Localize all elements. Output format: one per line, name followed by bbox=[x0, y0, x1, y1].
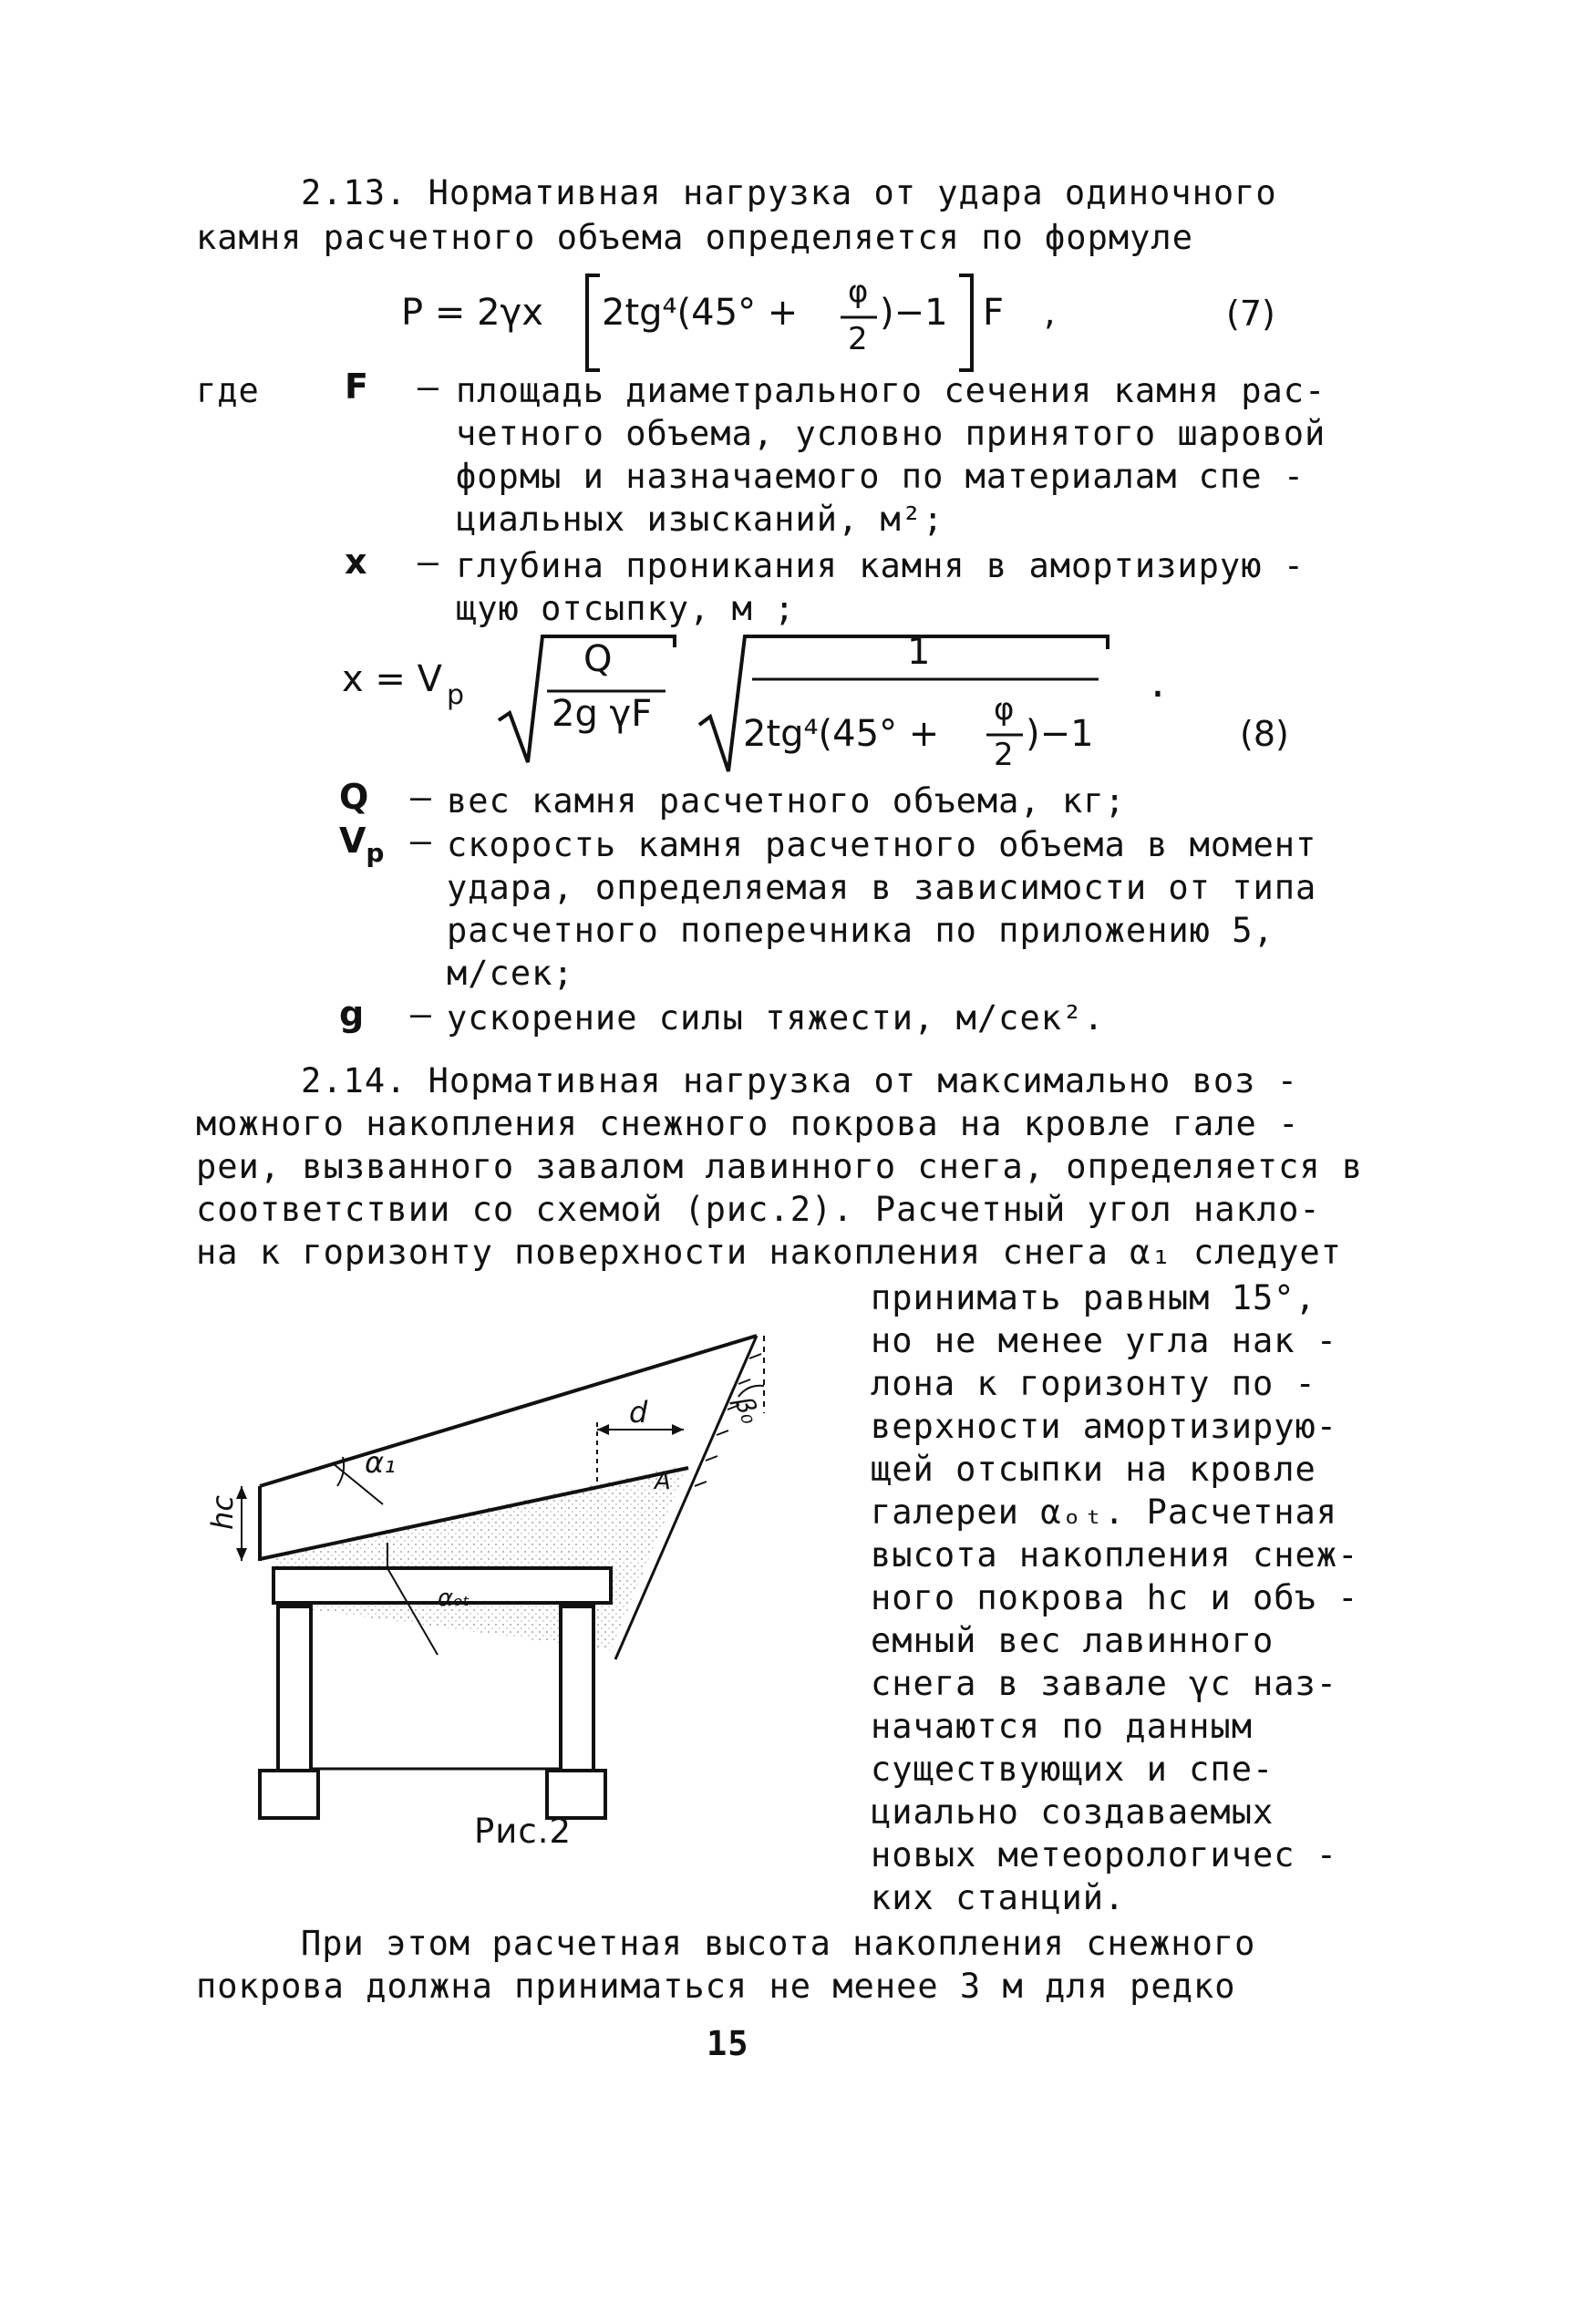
para-2-14-line2: можного накопления снежного покрова на кровле гале - bbox=[196, 1104, 1300, 1143]
formula7-number: (7) bbox=[1226, 294, 1275, 334]
para-2-14-line5: на к горизонту поверхности накопления снега α₁ следует bbox=[196, 1233, 1342, 1272]
formula8-sub-p: p bbox=[447, 679, 465, 711]
F-def-line4: циальных изысканий, м²; bbox=[456, 500, 944, 539]
label-beta0: β₀ bbox=[728, 1392, 767, 1428]
para-2-14-line4: соответствии со схемой (рис.2). Расчетный угол накло- bbox=[196, 1190, 1321, 1229]
formula7-comma: , bbox=[1044, 292, 1056, 334]
col-line-8: ного покрова hc и объ - bbox=[871, 1578, 1359, 1617]
Q-symbol: Q bbox=[339, 777, 369, 817]
label-A: A bbox=[655, 1468, 671, 1495]
V-sub: p bbox=[366, 838, 385, 868]
col-line-14: новых метеорологичес - bbox=[871, 1835, 1338, 1875]
F-def-line1: площадь диаметрального сечения камня рас- bbox=[456, 371, 1326, 410]
x-def-line1: глубина проникания камня в амортизирую - bbox=[456, 546, 1306, 585]
formula7-phi: φ bbox=[848, 274, 869, 310]
g-symbol: g bbox=[339, 994, 365, 1034]
formula8-number: (8) bbox=[1240, 714, 1289, 754]
col-line-2: но не менее угла нак - bbox=[871, 1321, 1338, 1360]
snow-accumulation bbox=[273, 1464, 688, 1650]
V-dash: – bbox=[410, 821, 431, 861]
para-2-14-line1: 2.14. Нормативная нагрузка от максимально воз - bbox=[301, 1061, 1298, 1100]
formula8-phi: φ bbox=[994, 691, 1015, 728]
formula8-Q: Q bbox=[583, 638, 613, 680]
left-footing bbox=[260, 1771, 318, 1818]
left-wall bbox=[278, 1606, 311, 1789]
col-line-4: верхности амортизирую- bbox=[871, 1407, 1338, 1446]
formula7-lhs: P = 2γx bbox=[401, 292, 543, 334]
col-line-11: начаются по данным bbox=[871, 1707, 1253, 1746]
V-def-line2: удара, определяемая в зависимости от типа bbox=[447, 868, 1317, 907]
col-line-5: щей отсыпки на кровле bbox=[871, 1450, 1316, 1489]
right-wall bbox=[561, 1606, 593, 1789]
formula8-lhs: x = V bbox=[342, 658, 442, 700]
page-number: 15 bbox=[707, 2024, 749, 2063]
col-line-3: лона к горизонту по - bbox=[871, 1364, 1316, 1403]
formula7-fraction-bar bbox=[841, 315, 877, 319]
label-alpha1: α₁ bbox=[365, 1445, 396, 1480]
col-line-12: существующих и спе- bbox=[871, 1750, 1275, 1789]
para-2-13-line1: 2.13. Нормативная нагрузка от удара одиночного bbox=[301, 173, 1277, 212]
Q-dash: – bbox=[410, 777, 431, 817]
final-line2: покрова должна приниматься не менее 3 м для редко bbox=[196, 1967, 1236, 2006]
para-2-13-line2: камня расчетного объема определяется по формуле bbox=[196, 218, 1193, 257]
para-2-14-line3: реи, вызванного завалом лавинного снега, определяется в bbox=[196, 1147, 1364, 1186]
V-def-line1: скорость камня расчетного объема в момент bbox=[447, 825, 1317, 864]
formula8-one: 1 bbox=[907, 631, 931, 673]
col-line-1: принимать равным 15°, bbox=[871, 1278, 1316, 1317]
where-label: где bbox=[196, 371, 260, 410]
F-symbol: F bbox=[345, 367, 368, 407]
formula8-den1: 2g γF bbox=[552, 693, 653, 735]
g-def: ускорение силы тяжести, м/сек². bbox=[447, 998, 1105, 1038]
label-d: d bbox=[629, 1395, 648, 1430]
formula8-dot: . bbox=[1151, 655, 1165, 708]
col-line-7: высота накопления снеж- bbox=[871, 1535, 1359, 1575]
formula8-den2: 2tg⁴(45° + bbox=[743, 713, 940, 755]
Q-def: вес камня расчетного объема, кг; bbox=[447, 781, 1126, 821]
label-hc: hc bbox=[204, 1495, 240, 1530]
final-line1: При этом расчетная высота накопления снежного bbox=[301, 1924, 1256, 1963]
formula7-two: 2 bbox=[848, 321, 868, 357]
figure-caption: Рис.2 bbox=[474, 1812, 573, 1851]
figure-2-diagram bbox=[173, 1295, 830, 1860]
x-symbol: x bbox=[345, 542, 367, 582]
formula7-inner: 2tg⁴(45° + bbox=[602, 292, 799, 334]
x-def-line2: щую отсыпку, м ; bbox=[456, 589, 796, 628]
formula7-right-bracket bbox=[957, 274, 975, 374]
col-line-13: циально создаваемых bbox=[871, 1792, 1275, 1832]
col-line-15: ких станций. bbox=[871, 1878, 1126, 1917]
col-line-10: снега в завале γc наз- bbox=[871, 1664, 1338, 1703]
V-def-line4: м/сек; bbox=[447, 954, 574, 993]
g-dash: – bbox=[410, 994, 431, 1034]
formula7-F: F bbox=[983, 292, 1005, 334]
label-alpha-ot: αₒₜ bbox=[438, 1585, 470, 1612]
F-def-line2: четного объема, условно принятого шаровой bbox=[456, 414, 1326, 453]
formula8-tail: )−1 bbox=[1026, 713, 1094, 755]
V-symbol: $V_p$ bbox=[339, 821, 385, 868]
formula7-left-bracket bbox=[583, 274, 602, 374]
formula8-two: 2 bbox=[994, 737, 1014, 773]
F-dash: – bbox=[418, 367, 439, 407]
V-def-line3: расчетного поперечника по приложению 5, bbox=[447, 911, 1275, 950]
col-line-6: галереи αₒₜ. Расчетная bbox=[871, 1493, 1338, 1532]
col-line-9: емный вес лавинного bbox=[871, 1621, 1275, 1660]
formula7-tail: )−1 bbox=[880, 292, 948, 334]
x-dash: – bbox=[418, 542, 439, 582]
F-def-line3: формы и назначаемого по материалам спе - bbox=[456, 457, 1306, 496]
